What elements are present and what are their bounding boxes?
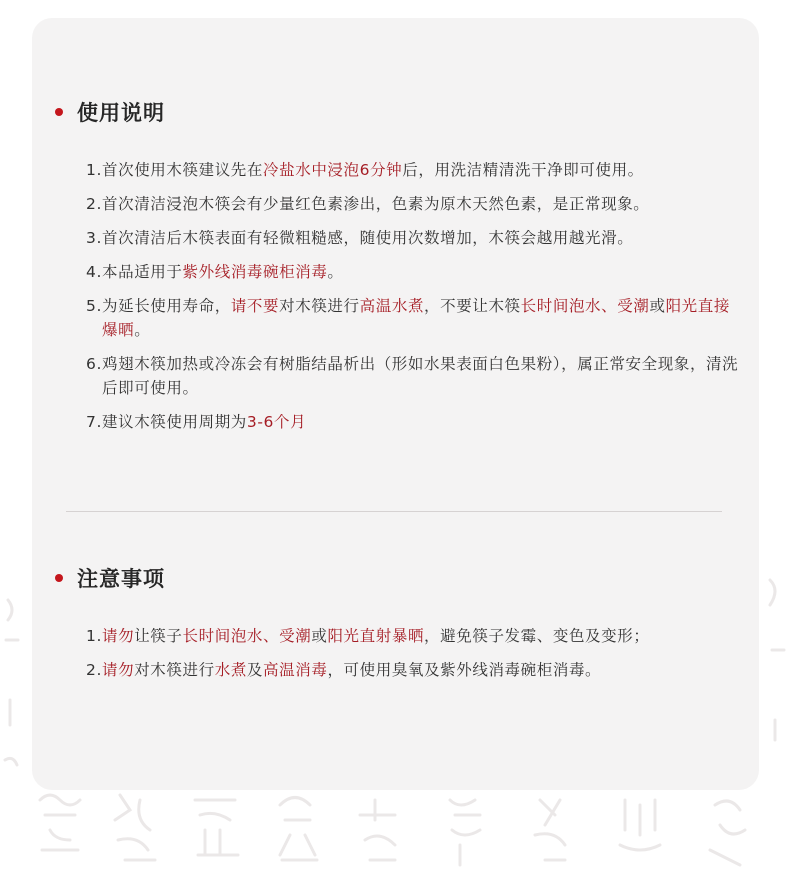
text-segment: 首次清洁后木筷表面有轻微粗糙感，随使用次数增加，木筷会越用越光滑。 <box>102 229 634 247</box>
item-number: 4. <box>86 263 102 281</box>
item-number: 2. <box>86 661 102 679</box>
text-segment: 首次清洁浸泡木筷会有少量红色素渗出，色素为原木天然色素，是正常现象。 <box>102 195 650 213</box>
item-text <box>102 410 746 434</box>
highlighted-phrase: 高温消毒 <box>263 661 328 679</box>
usage-instructions-heading <box>55 97 165 127</box>
item-text <box>102 352 746 400</box>
precautions-heading <box>55 563 165 593</box>
highlighted-phrase: 请勿 <box>102 627 135 645</box>
list-item <box>86 658 716 682</box>
list-item <box>86 260 746 284</box>
red-bullet-dot <box>55 108 63 116</box>
text-segment: 。 <box>134 321 151 339</box>
highlighted-phrase: 紫外线消毒碗柜消毒 <box>182 263 328 281</box>
text-segment: 鸡翅木筷加热或冷冻会有树脂结晶析出（形如水果表面白色果粉），属正常安全现象，清洗后即可使用。 <box>102 355 739 397</box>
item-number: 2. <box>86 195 102 213</box>
item-text <box>102 158 746 182</box>
highlighted-phrase: 阳光直接爆晒 <box>102 297 730 339</box>
text-segment: 及 <box>246 661 264 679</box>
item-text <box>102 226 746 250</box>
section-title-text: 注意事项 <box>77 567 165 591</box>
text-segment: 让筷子 <box>134 627 183 645</box>
list-item <box>86 352 746 400</box>
highlighted-phrase: 长时间泡水、受潮 <box>182 627 312 645</box>
highlighted-phrase: 冷盐水中浸泡6分钟 <box>263 161 403 179</box>
item-number: 3. <box>86 229 102 247</box>
precautions-list <box>86 624 716 692</box>
red-bullet-dot <box>55 574 63 582</box>
text-segment: 为延长使用寿命， <box>102 297 231 315</box>
list-item <box>86 410 746 434</box>
text-segment: 本品适用于 <box>102 263 183 281</box>
item-text <box>102 192 746 216</box>
item-number: 5. <box>86 297 102 315</box>
text-segment: 或 <box>311 627 328 645</box>
highlighted-phrase: 请不要 <box>230 297 280 315</box>
text-segment: 。 <box>327 263 344 281</box>
text-segment: 对木筷进行 <box>279 297 360 315</box>
item-text <box>102 624 716 648</box>
text-segment: ，不要让木筷 <box>424 297 521 315</box>
text-segment: 建议木筷使用周期为 <box>102 413 247 431</box>
section-title-text: 使用说明 <box>77 101 165 125</box>
list-item <box>86 192 746 216</box>
list-item <box>86 624 716 648</box>
section-divider <box>66 511 722 512</box>
highlighted-phrase: 请勿 <box>102 661 135 679</box>
list-item <box>86 226 746 250</box>
item-text <box>102 260 746 284</box>
text-segment: 或 <box>649 297 666 315</box>
item-number: 6. <box>86 355 102 373</box>
highlighted-phrase: 长时间泡水、受潮 <box>520 297 650 315</box>
highlighted-phrase: 阳光直射暴晒 <box>327 627 425 645</box>
item-text <box>102 658 716 682</box>
item-text <box>102 294 746 342</box>
text-segment: 对木筷进行 <box>134 661 215 679</box>
text-segment: ，可使用臭氧及紫外线消毒碗柜消毒。 <box>327 661 602 679</box>
text-segment: 首次使用木筷建议先在 <box>102 161 264 179</box>
text-segment: 后，用洗洁精清洗干净即可使用。 <box>402 161 644 179</box>
list-item <box>86 158 746 182</box>
list-item <box>86 294 746 342</box>
item-number: 7. <box>86 413 102 431</box>
item-number: 1. <box>86 161 102 179</box>
item-number: 1. <box>86 627 102 645</box>
text-segment: ，避免筷子发霉、变色及变形； <box>424 627 650 645</box>
usage-instructions-list <box>86 158 746 444</box>
highlighted-phrase: 高温水煮 <box>359 297 425 315</box>
highlighted-phrase: 水煮 <box>214 661 247 679</box>
highlighted-phrase: 3-6个月 <box>246 413 307 431</box>
